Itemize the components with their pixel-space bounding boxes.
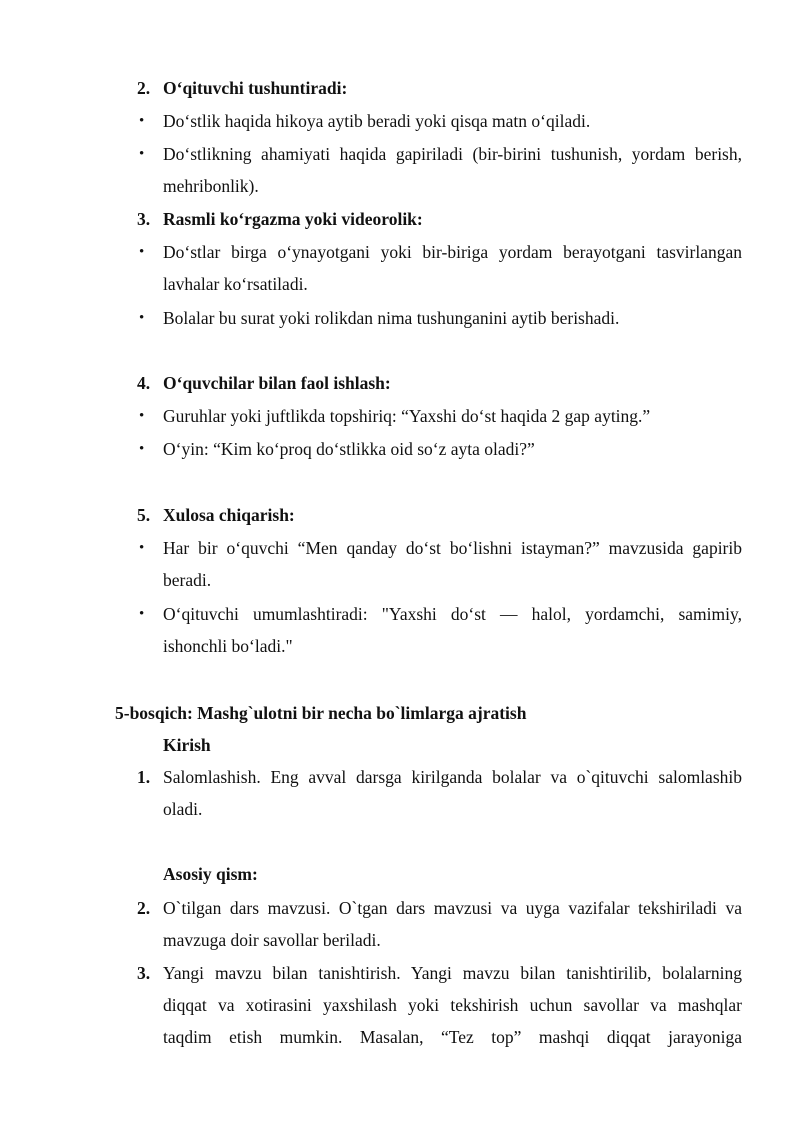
list-number: 1. (137, 767, 151, 787)
bullet: • (139, 310, 145, 326)
subsection-heading: Kirish (163, 735, 211, 755)
text-line: Yangi mavzu bilan tanishtirish. Yangi mavzu bilan tanishtirilib, bolalarning (163, 963, 742, 983)
text-line: Har bir o‘quvchi “Men qanday do‘st bo‘lishni istayman?” mavzusida gapirib (163, 538, 742, 558)
numbered-paragraph (163, 962, 742, 1058)
bullet: • (139, 441, 145, 457)
text-line: Salomlashish. Eng avval darsga kirilganda bolalar va o`qituvchi salomlashib (163, 767, 742, 787)
bullet-paragraph (163, 241, 742, 305)
list-number: 3. (137, 209, 151, 229)
bullet: • (139, 408, 145, 424)
bullet-text: Bolalar bu surat yoki rolikdan nima tushunganini aytib berishadi. (163, 308, 620, 328)
item-heading: O‘qituvchi tushuntiradi: (163, 78, 348, 98)
bullet: • (139, 146, 145, 162)
text-line: diqqat va xotirasini yaxshilash yoki tekshirish uchun savollar va mashqlar (163, 995, 742, 1015)
list-number: 2. (137, 78, 151, 98)
subsection-heading: Asosiy qism: (163, 864, 258, 884)
text-line: beradi. (163, 570, 212, 590)
bullet-text: Guruhlar yoki juftlikda topshiriq: “Yaxshi do‘st haqida 2 gap ayting.” (163, 406, 651, 426)
list-number: 4. (137, 373, 151, 393)
item-heading: Rasmli ko‘rgazma yoki videorolik: (163, 209, 423, 229)
bullet: • (139, 606, 145, 622)
list-number: 5. (137, 505, 151, 525)
item-heading: O‘quvchilar bilan faol ishlash: (163, 373, 391, 393)
bullet: • (139, 244, 145, 260)
list-number: 2. (137, 898, 151, 918)
text-line: ishonchli bo‘ladi." (163, 636, 293, 656)
text-line: taqdim etish mumkin. Masalan, “Tez top” mashqi diqqat jarayoniga (163, 1027, 742, 1047)
text-line: Do‘stlar birga o‘ynayotgani yoki bir-biriga yordam berayotgani tasvirlangan (163, 242, 742, 262)
text-line: oladi. (163, 799, 203, 819)
list-number: 3. (137, 963, 151, 983)
bullet-text: Do‘stlik haqida hikoya aytib beradi yoki qisqa matn o‘qiladi. (163, 111, 591, 131)
bullet: • (139, 113, 145, 129)
text-line: O‘qituvchi umumlashtiradi: "Yaxshi do‘st — halol, yordamchi, samimiy, (163, 604, 742, 624)
section-title: 5-bosqich: Mashg`ulotni bir necha bo`limlarga ajratish (115, 703, 527, 723)
text-line: Do‘stlikning ahamiyati haqida gapiriladi (bir-birini tushunish, yordam berish, (163, 144, 742, 164)
numbered-paragraph (163, 897, 742, 961)
numbered-paragraph (163, 766, 742, 830)
text-line: lavhalar ko‘rsatiladi. (163, 274, 308, 294)
text-line: mavzuga doir savollar beriladi. (163, 930, 381, 950)
text-line: mehribonlik). (163, 176, 259, 196)
bullet-paragraph (163, 537, 742, 601)
bullet-paragraph (163, 603, 742, 667)
text-line: O`tilgan dars mavzusi. O`tgan dars mavzusi va uyga vazifalar tekshiriladi va (163, 898, 742, 918)
bullet: • (139, 540, 145, 556)
bullet-paragraph (163, 143, 742, 207)
item-heading: Xulosa chiqarish: (163, 505, 295, 525)
bullet-text: O‘yin: “Kim ko‘proq do‘stlikka oid so‘z ayta oladi?” (163, 439, 535, 459)
